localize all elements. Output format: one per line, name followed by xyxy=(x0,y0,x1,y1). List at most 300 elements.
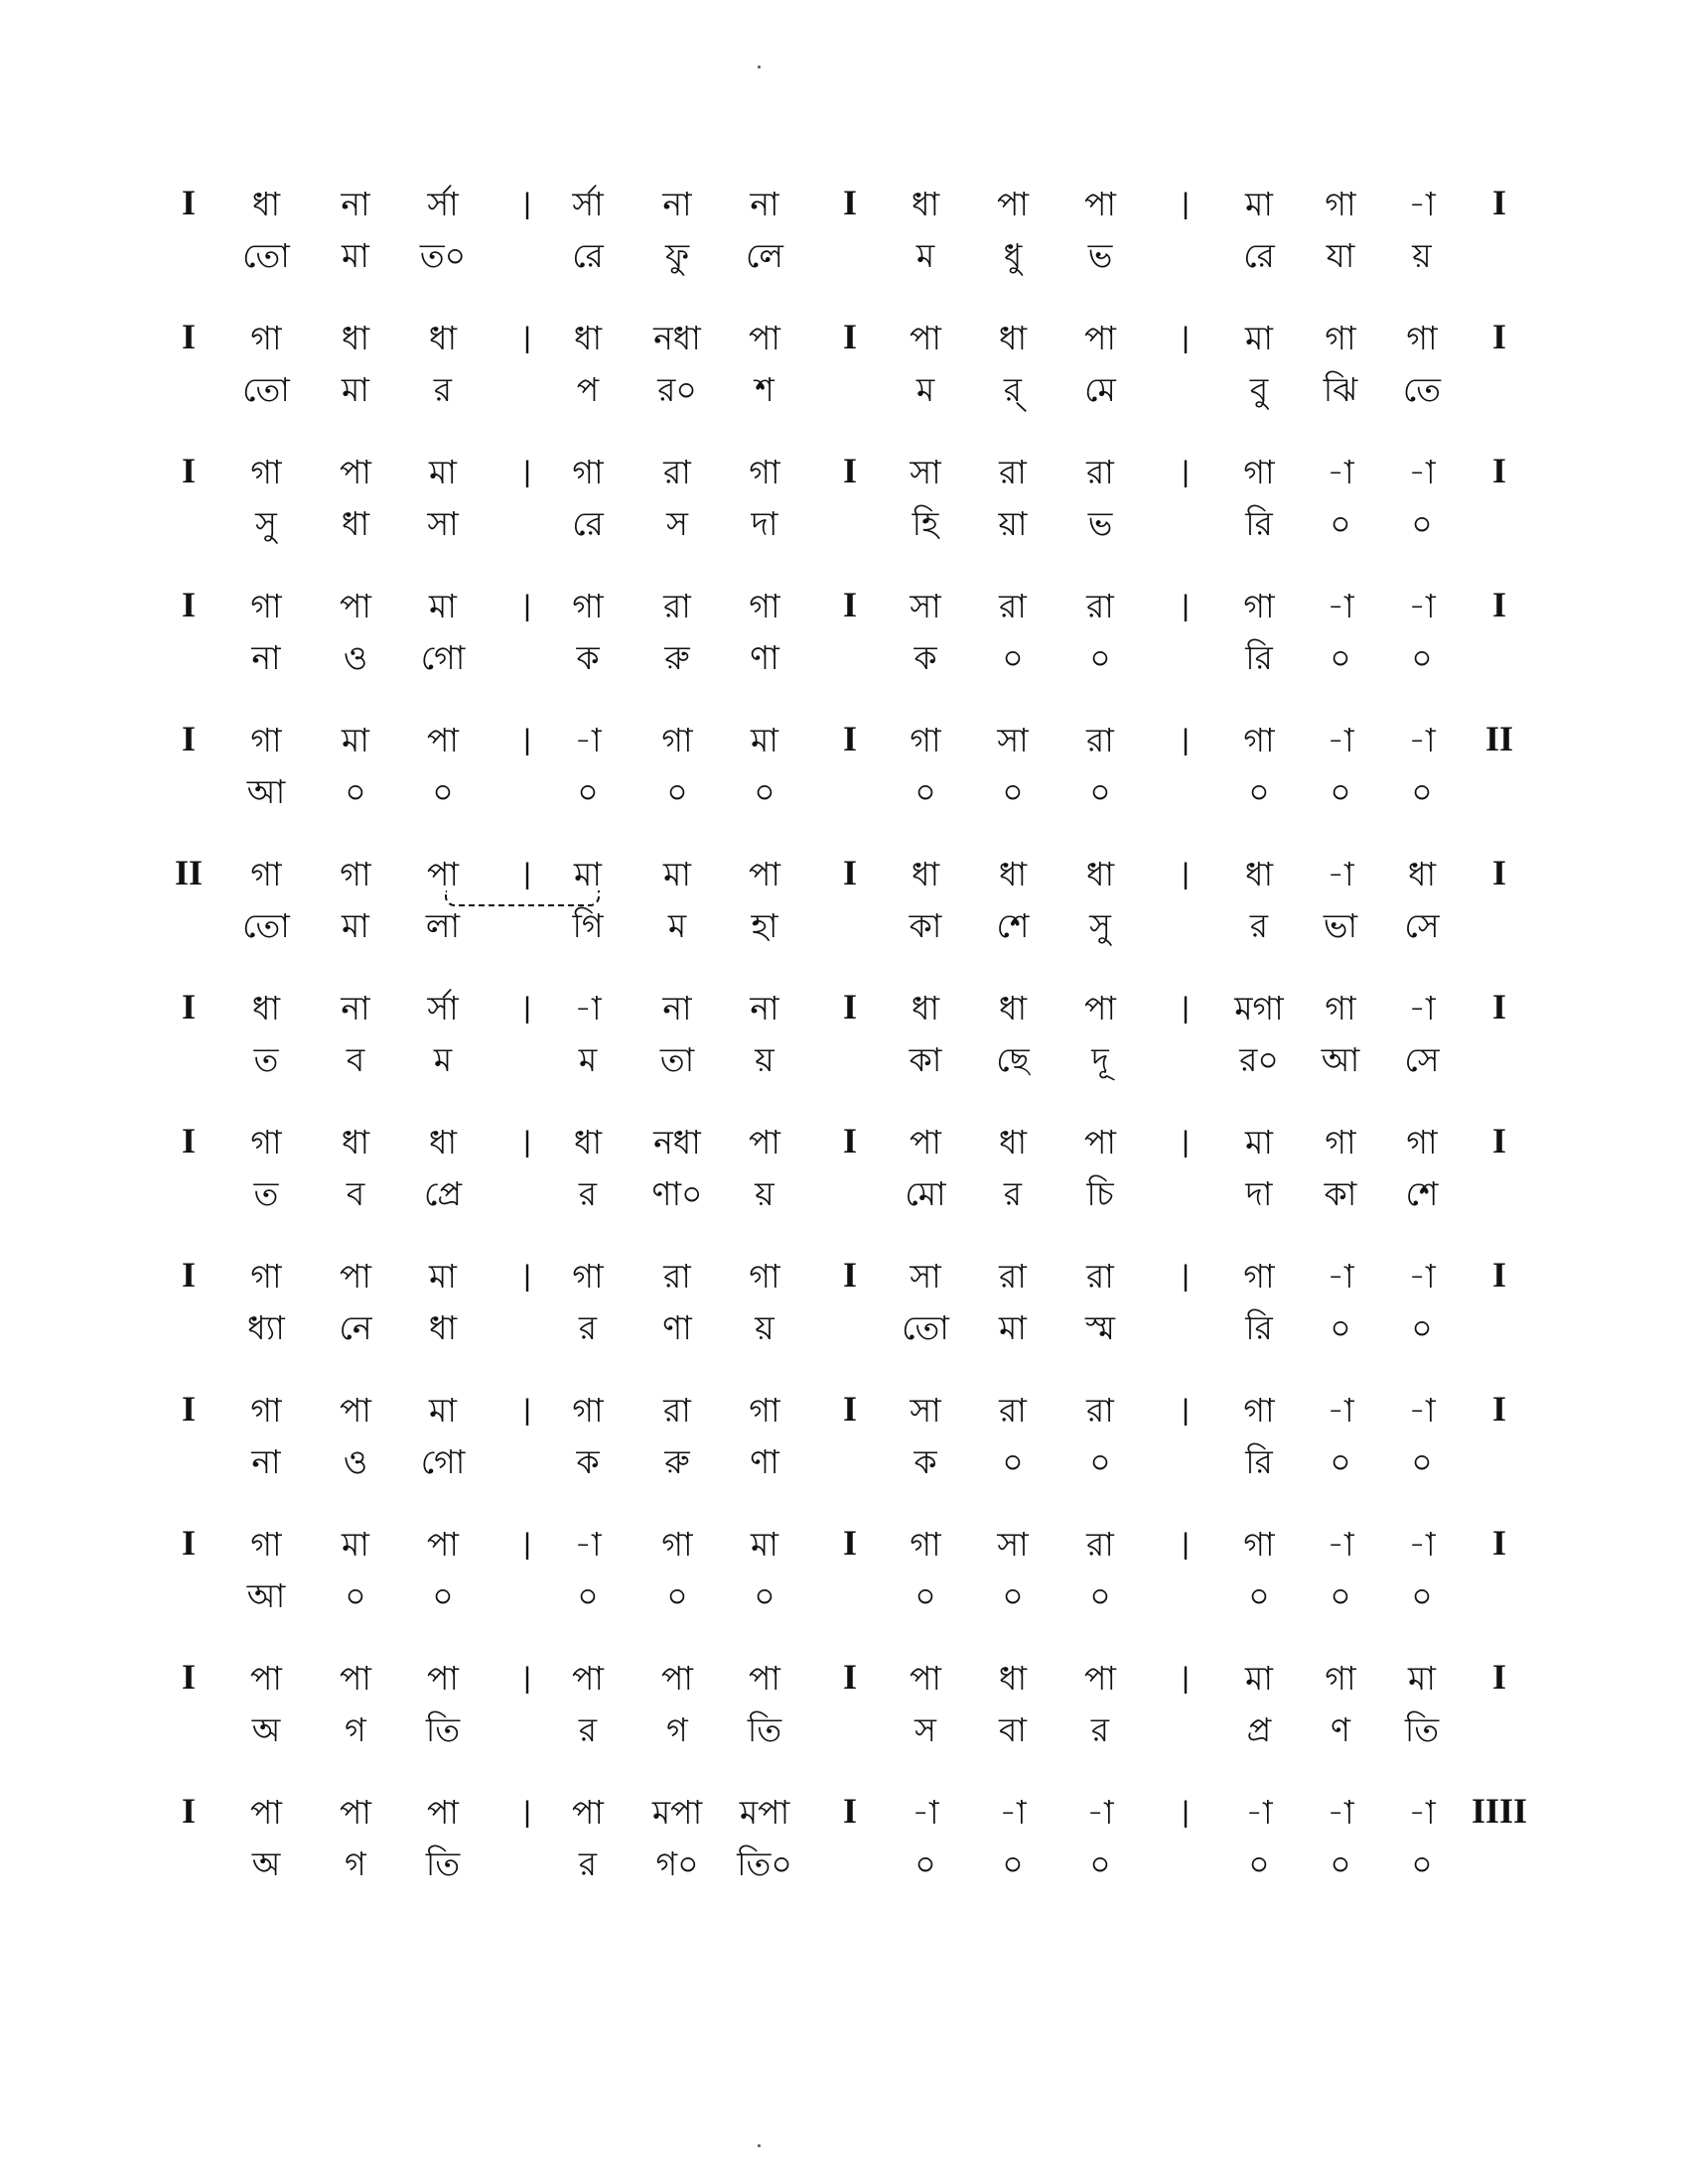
lyric-syllable: ০ xyxy=(1248,772,1270,811)
lyric-syllable: বা xyxy=(999,1710,1027,1749)
lyric-syllable: ণা০ xyxy=(651,1174,703,1213)
lyric-syllable: ০ xyxy=(1089,1844,1111,1883)
swara-note: রা xyxy=(663,453,691,491)
swara-note: পা xyxy=(340,453,371,491)
swara-note: -া xyxy=(1408,185,1436,223)
swara-note: রা xyxy=(1086,587,1114,625)
beat-divider: | xyxy=(523,322,531,354)
beat-divider: | xyxy=(523,1394,531,1427)
start-bar-line: I xyxy=(181,719,196,758)
swara-note: -া xyxy=(1408,587,1436,625)
swara-note: পা xyxy=(910,1123,941,1161)
lyric-syllable: সু xyxy=(1089,906,1111,945)
lyric-syllable: রি xyxy=(1245,504,1273,543)
lyric-syllable: রু xyxy=(664,638,690,677)
lyric-syllable: তি xyxy=(747,1710,782,1749)
swara-note: মপা xyxy=(739,1793,790,1832)
swara-note: পা xyxy=(340,587,371,625)
end-bar-line: I xyxy=(1491,1523,1506,1563)
swara-note: গা xyxy=(250,1525,282,1564)
swara-note: -া xyxy=(1408,1525,1436,1564)
beat-divider: | xyxy=(1182,1260,1190,1293)
beat-divider: | xyxy=(1182,456,1190,488)
lyric-syllable: নে xyxy=(339,1308,372,1347)
lyric-syllable: ০ xyxy=(345,772,366,811)
swara-note: পা xyxy=(661,1659,693,1698)
swara-note: গা xyxy=(1243,1391,1275,1430)
swara-note: মা xyxy=(429,1391,457,1430)
lyric-syllable: ভ xyxy=(1087,504,1113,543)
beat-divider: | xyxy=(523,590,531,622)
swara-note: গা xyxy=(572,587,604,625)
swara-note: গা xyxy=(910,721,941,759)
end-bar-line: I xyxy=(1491,1389,1506,1429)
swara-note: -া xyxy=(999,1793,1027,1832)
swara-note: -া xyxy=(1327,1525,1354,1564)
lyric-syllable: সে xyxy=(1404,906,1440,945)
lyric-syllable: দা xyxy=(1245,1174,1273,1213)
swara-note: না xyxy=(662,989,692,1027)
lyric-syllable: গি xyxy=(572,906,604,945)
lyric-syllable: ধু xyxy=(1003,236,1023,275)
lyric-syllable: মা xyxy=(342,236,369,275)
swara-note: মা xyxy=(429,453,457,491)
swara-note: গা xyxy=(1325,989,1356,1027)
swara-note: গা xyxy=(749,1391,780,1430)
swara-note: মা xyxy=(1245,1123,1273,1161)
swara-note: রা xyxy=(663,587,691,625)
swara-note: মা xyxy=(1245,1659,1273,1698)
notation-row xyxy=(0,719,1688,818)
swara-note: -া xyxy=(574,989,602,1027)
swara-note: পা xyxy=(427,855,459,893)
swara-note: র্সা xyxy=(427,185,459,223)
swara-note: সা xyxy=(997,1525,1029,1564)
swara-note: সা xyxy=(997,721,1029,759)
swara-note: ধা xyxy=(1085,855,1115,893)
lyric-syllable: মো xyxy=(905,1174,946,1213)
swara-note: গা xyxy=(1325,1123,1356,1161)
lyric-syllable: ০ xyxy=(1330,1308,1351,1347)
lyric-syllable: ০ xyxy=(1330,638,1351,677)
lyric-syllable: গ xyxy=(345,1844,366,1883)
lyric-syllable: কা xyxy=(909,906,942,945)
lyric-syllable: কা xyxy=(1324,1174,1357,1213)
lyric-syllable: তো xyxy=(242,906,290,945)
lyric-syllable: র০ xyxy=(657,370,697,409)
lyric-syllable: হা xyxy=(751,906,778,945)
swara-note: গা xyxy=(572,1257,604,1296)
lyric-syllable: তি০ xyxy=(737,1844,792,1883)
lyric-syllable: তি xyxy=(1404,1710,1440,1749)
beat-divider: | xyxy=(1182,590,1190,622)
end-bar-line: I xyxy=(1491,1121,1506,1160)
section-bar-line: I xyxy=(842,719,857,758)
lyric-syllable: শে xyxy=(1405,1174,1439,1213)
swara-note: পা xyxy=(340,1391,371,1430)
beat-divider: | xyxy=(523,992,531,1024)
lyric-syllable: ধা xyxy=(428,1308,458,1347)
swara-note: নধা xyxy=(653,319,701,357)
swara-note: ধা xyxy=(1244,855,1274,893)
lyric-syllable: ০ xyxy=(1248,1844,1270,1883)
swara-note: মগা xyxy=(1234,989,1284,1027)
lyric-syllable: লা xyxy=(425,906,461,945)
swara-note: ধা xyxy=(573,319,603,357)
section-bar-line: I xyxy=(842,585,857,624)
swara-note: ধা xyxy=(428,319,458,357)
lyric-syllable: ০ xyxy=(345,1576,366,1615)
lyric-syllable: গো xyxy=(420,638,466,677)
swara-note: গা xyxy=(250,1123,282,1161)
beat-divider: | xyxy=(523,1796,531,1829)
swara-note: গা xyxy=(250,1391,282,1430)
start-bar-line: I xyxy=(181,1255,196,1295)
beat-divider: | xyxy=(523,858,531,890)
section-bar-line: I xyxy=(842,1523,857,1563)
lyric-syllable: ০ xyxy=(1330,1442,1351,1481)
lyric-syllable: প্র xyxy=(1246,1710,1272,1749)
swara-note: মা xyxy=(751,721,778,759)
beat-divider: | xyxy=(523,456,531,488)
start-bar-line: I xyxy=(181,183,196,222)
lyric-syllable: ০ xyxy=(1411,638,1433,677)
lyric-syllable: ০ xyxy=(1411,1442,1433,1481)
section-bar-line: I xyxy=(842,853,857,892)
notation-row xyxy=(0,451,1688,550)
swara-note: না xyxy=(750,989,779,1027)
beat-divider: | xyxy=(1182,322,1190,354)
lyric-syllable: তো xyxy=(242,236,290,275)
swara-note: রা xyxy=(663,1391,691,1430)
swara-note: ধা xyxy=(998,319,1028,357)
swara-note: -া xyxy=(1327,1391,1354,1430)
beat-divider: | xyxy=(523,1126,531,1159)
swara-note: পা xyxy=(250,1793,282,1832)
swara-note: গা xyxy=(1406,319,1438,357)
swara-note: সা xyxy=(910,1257,941,1296)
beat-divider: | xyxy=(1182,1796,1190,1829)
swara-note: মা xyxy=(342,1525,369,1564)
swara-note: -া xyxy=(1086,1793,1114,1832)
swara-note: রা xyxy=(999,453,1027,491)
swara-note: ধা xyxy=(998,855,1028,893)
lyric-syllable: ০ xyxy=(1089,1576,1111,1615)
lyric-syllable: দূ xyxy=(1091,1040,1109,1079)
section-bar-line: I xyxy=(842,987,857,1026)
swara-note: ধা xyxy=(341,1123,370,1161)
lyric-syllable: গো xyxy=(420,1442,466,1481)
lyric-syllable: ম xyxy=(915,370,935,409)
swara-note: রা xyxy=(1086,721,1114,759)
lyric-syllable: র xyxy=(578,1308,598,1347)
lyric-syllable: ০ xyxy=(914,772,936,811)
lyric-syllable: ০ xyxy=(1002,638,1024,677)
lyric-syllable: ক xyxy=(914,638,937,677)
notation-row xyxy=(0,317,1688,416)
swara-note: গা xyxy=(1243,1525,1275,1564)
section-bar-line: I xyxy=(842,451,857,490)
section-bar-line: I xyxy=(842,1121,857,1160)
swara-note: মা xyxy=(429,1257,457,1296)
lyric-syllable: ০ xyxy=(1330,1576,1351,1615)
swara-note: মা xyxy=(342,721,369,759)
lyric-syllable: ০ xyxy=(1002,1576,1024,1615)
section-bar-line: I xyxy=(842,1255,857,1295)
lyric-syllable: মে xyxy=(1084,370,1116,409)
lyric-syllable: ব xyxy=(346,1040,365,1079)
lyric-syllable: তে xyxy=(1402,370,1442,409)
swara-note: না xyxy=(341,185,370,223)
notation-row xyxy=(0,183,1688,282)
lyric-syllable: র xyxy=(433,370,453,409)
start-bar-line: I xyxy=(181,1791,196,1831)
swara-note: মা xyxy=(1245,319,1273,357)
lyric-syllable: ০ xyxy=(666,772,688,811)
lyric-syllable: সু xyxy=(255,504,277,543)
notation-row xyxy=(0,1791,1688,1890)
swara-note: -া xyxy=(1327,587,1354,625)
swara-note: পা xyxy=(340,1257,371,1296)
beat-divider: | xyxy=(523,724,531,756)
lyric-syllable: যা xyxy=(1326,236,1355,275)
swara-note: -া xyxy=(1327,721,1354,759)
swara-note: -া xyxy=(1327,453,1354,491)
start-bar-line: I xyxy=(181,585,196,624)
lyric-syllable: অ xyxy=(251,1710,281,1749)
swara-note: পা xyxy=(427,721,459,759)
start-bar-line: I xyxy=(181,1657,196,1697)
swara-note: পা xyxy=(340,1659,371,1698)
swara-note: গা xyxy=(250,721,282,759)
lyric-syllable: ণা xyxy=(750,1442,779,1481)
end-bar-line: I xyxy=(1491,317,1506,356)
lyric-syllable: ণ xyxy=(1331,1710,1350,1749)
lyric-syllable: না xyxy=(251,638,281,677)
lyric-syllable: আ xyxy=(246,1576,286,1615)
beat-divider: | xyxy=(1182,724,1190,756)
lyric-syllable: শ xyxy=(755,370,774,409)
swara-note: -া xyxy=(574,1525,602,1564)
swara-note: ধা xyxy=(1407,855,1437,893)
swara-note: গা xyxy=(572,453,604,491)
swara-note: রা xyxy=(1086,1257,1114,1296)
lyric-syllable: বু xyxy=(1249,370,1269,409)
lyric-syllable: ০ xyxy=(1330,1844,1351,1883)
lyric-syllable: ক xyxy=(576,1442,600,1481)
lyric-syllable: সা xyxy=(427,504,459,543)
swara-note: রা xyxy=(1086,1525,1114,1564)
end-bar-line: I xyxy=(1491,1255,1506,1295)
swara-note: পা xyxy=(1084,1123,1116,1161)
lyric-syllable: ব xyxy=(346,1174,365,1213)
lyric-syllable: য় xyxy=(1412,236,1432,275)
start-bar-line: I xyxy=(181,1389,196,1429)
lyric-syllable: রি xyxy=(1245,1442,1273,1481)
swara-note: মা xyxy=(429,587,457,625)
swara-note: পা xyxy=(250,1659,282,1698)
end-bar-line: I xyxy=(1491,451,1506,490)
swara-note: গা xyxy=(749,587,780,625)
lyric-syllable: ০ xyxy=(1330,504,1351,543)
lyric-syllable: মা xyxy=(999,1308,1027,1347)
notation-row xyxy=(0,585,1688,684)
lyric-syllable: ০ xyxy=(754,772,775,811)
lyric-syllable: ম xyxy=(667,906,687,945)
beat-divider: | xyxy=(523,188,531,220)
lyric-syllable: ০ xyxy=(1089,1442,1111,1481)
lyric-syllable: ০ xyxy=(577,1576,599,1615)
lyric-syllable: ভা xyxy=(1323,906,1358,945)
end-bar-line: II xyxy=(1484,719,1514,758)
lyric-syllable: ০ xyxy=(1411,1844,1433,1883)
swara-note: গা xyxy=(1325,1659,1356,1698)
lyric-syllable: তো xyxy=(242,370,290,409)
lyric-syllable: র xyxy=(1003,1174,1023,1213)
swara-note: গা xyxy=(1243,587,1275,625)
swara-note: গা xyxy=(1243,1257,1275,1296)
lyric-syllable: রে xyxy=(1243,236,1275,275)
swara-note: সা xyxy=(910,587,941,625)
swara-note: পা xyxy=(997,185,1029,223)
swara-note: মা xyxy=(1245,185,1273,223)
swara-note: সা xyxy=(910,453,941,491)
swara-note: -া xyxy=(574,721,602,759)
swara-note: গা xyxy=(1325,319,1356,357)
swara-note: মা xyxy=(574,855,602,893)
swara-note: -া xyxy=(1245,1793,1273,1832)
section-bar-line: I xyxy=(842,1791,857,1831)
lyric-syllable: ধ্যা xyxy=(247,1308,285,1347)
beat-divider: | xyxy=(1182,1528,1190,1561)
lyric-syllable: য়া xyxy=(998,504,1028,543)
lyric-syllable: তা xyxy=(659,1040,695,1079)
swara-note: ধা xyxy=(341,319,370,357)
swara-note: ধা xyxy=(911,185,940,223)
lyric-syllable: শে xyxy=(996,906,1030,945)
lyric-syllable: ০ xyxy=(432,772,454,811)
swara-note: -া xyxy=(1408,453,1436,491)
swara-note: সা xyxy=(910,1391,941,1430)
lyric-syllable: য় xyxy=(755,1308,774,1347)
end-bar-line: IIII xyxy=(1471,1791,1528,1831)
section-bar-line: I xyxy=(842,317,857,356)
lyric-syllable: লে xyxy=(746,236,783,275)
swara-note: পা xyxy=(1084,989,1116,1027)
lyric-syllable: য় xyxy=(755,1040,774,1079)
lyric-syllable: ০ xyxy=(1411,772,1433,811)
swara-note: পা xyxy=(1084,185,1116,223)
start-bar-line: I xyxy=(181,1523,196,1563)
lyric-syllable: স xyxy=(914,1710,936,1749)
lyric-syllable: স xyxy=(666,504,688,543)
section-bar-line: I xyxy=(842,1389,857,1429)
swara-note: পা xyxy=(427,1793,459,1832)
lyric-syllable: র xyxy=(1249,906,1269,945)
swara-note: -া xyxy=(1327,1257,1354,1296)
lyric-syllable: স্ম xyxy=(1085,1308,1115,1347)
swara-note: ধা xyxy=(251,989,281,1027)
start-bar-line: I xyxy=(181,317,196,356)
beat-divider: | xyxy=(523,1260,531,1293)
swara-note: গা xyxy=(250,453,282,491)
swara-note: না xyxy=(750,185,779,223)
beat-divider: | xyxy=(1182,188,1190,220)
notation-row xyxy=(0,1523,1688,1622)
swara-note: পা xyxy=(749,1123,780,1161)
swara-note: র্সা xyxy=(427,989,459,1027)
lyric-syllable: গ xyxy=(345,1710,366,1749)
notation-row xyxy=(0,853,1688,952)
swara-note: গা xyxy=(250,1257,282,1296)
start-bar-line: II xyxy=(174,853,204,892)
swara-note: গা xyxy=(1325,185,1356,223)
beat-divider: | xyxy=(1182,1394,1190,1427)
lyric-syllable: তো xyxy=(902,1308,949,1347)
lyric-syllable: ০ xyxy=(432,1576,454,1615)
lyric-syllable: র xyxy=(578,1174,598,1213)
lyric-syllable: না xyxy=(251,1442,281,1481)
lyric-syllable: দা xyxy=(751,504,778,543)
lyric-syllable: ০ xyxy=(754,1576,775,1615)
swara-note: গা xyxy=(250,855,282,893)
lyric-syllable: কা xyxy=(909,1040,942,1079)
swara-note: ধা xyxy=(998,1123,1028,1161)
lyric-syllable: ম xyxy=(578,1040,598,1079)
notation-row xyxy=(0,1657,1688,1756)
page-speck-bottom xyxy=(758,2144,761,2147)
lyric-syllable: প্রে xyxy=(423,1174,463,1213)
swara-note: মা xyxy=(1408,1659,1436,1698)
swara-note: গা xyxy=(1243,721,1275,759)
lyric-syllable: সে xyxy=(1404,1040,1440,1079)
swara-note: পা xyxy=(427,1659,459,1698)
swara-note: -া xyxy=(1408,1391,1436,1430)
lyric-syllable: আ xyxy=(246,772,286,811)
beat-divider: | xyxy=(523,1528,531,1561)
swara-note: পা xyxy=(910,319,941,357)
swara-note: নধা xyxy=(653,1123,701,1161)
page-speck-top xyxy=(758,66,761,68)
swara-note: গা xyxy=(250,319,282,357)
lyric-syllable: ত০ xyxy=(419,236,467,275)
lyric-syllable: তি xyxy=(425,1844,461,1883)
lyric-syllable: ০ xyxy=(914,1576,936,1615)
swara-note: পা xyxy=(1084,319,1116,357)
notation-row xyxy=(0,987,1688,1086)
swara-note: গা xyxy=(572,1391,604,1430)
beat-divider: | xyxy=(1182,858,1190,890)
lyric-syllable: ম xyxy=(915,236,935,275)
lyric-syllable: রি xyxy=(1245,638,1273,677)
swara-note: ধা xyxy=(251,185,281,223)
beat-divider: | xyxy=(1182,1126,1190,1159)
lyric-syllable: ও xyxy=(343,638,368,677)
end-bar-line: I xyxy=(1491,987,1506,1026)
swara-note: -া xyxy=(1408,1257,1436,1296)
swara-note: পা xyxy=(910,1659,941,1698)
lyric-syllable: ০ xyxy=(1089,772,1111,811)
swara-note: না xyxy=(341,989,370,1027)
swara-note: ধা xyxy=(998,1659,1028,1698)
start-bar-line: I xyxy=(181,987,196,1026)
notation-row xyxy=(0,1121,1688,1220)
lyric-syllable: র xyxy=(1090,1710,1110,1749)
swara-note: পা xyxy=(749,319,780,357)
lyric-syllable: য় xyxy=(755,1174,774,1213)
swara-note: -া xyxy=(1408,989,1436,1027)
lyric-syllable: ধা xyxy=(341,504,370,543)
